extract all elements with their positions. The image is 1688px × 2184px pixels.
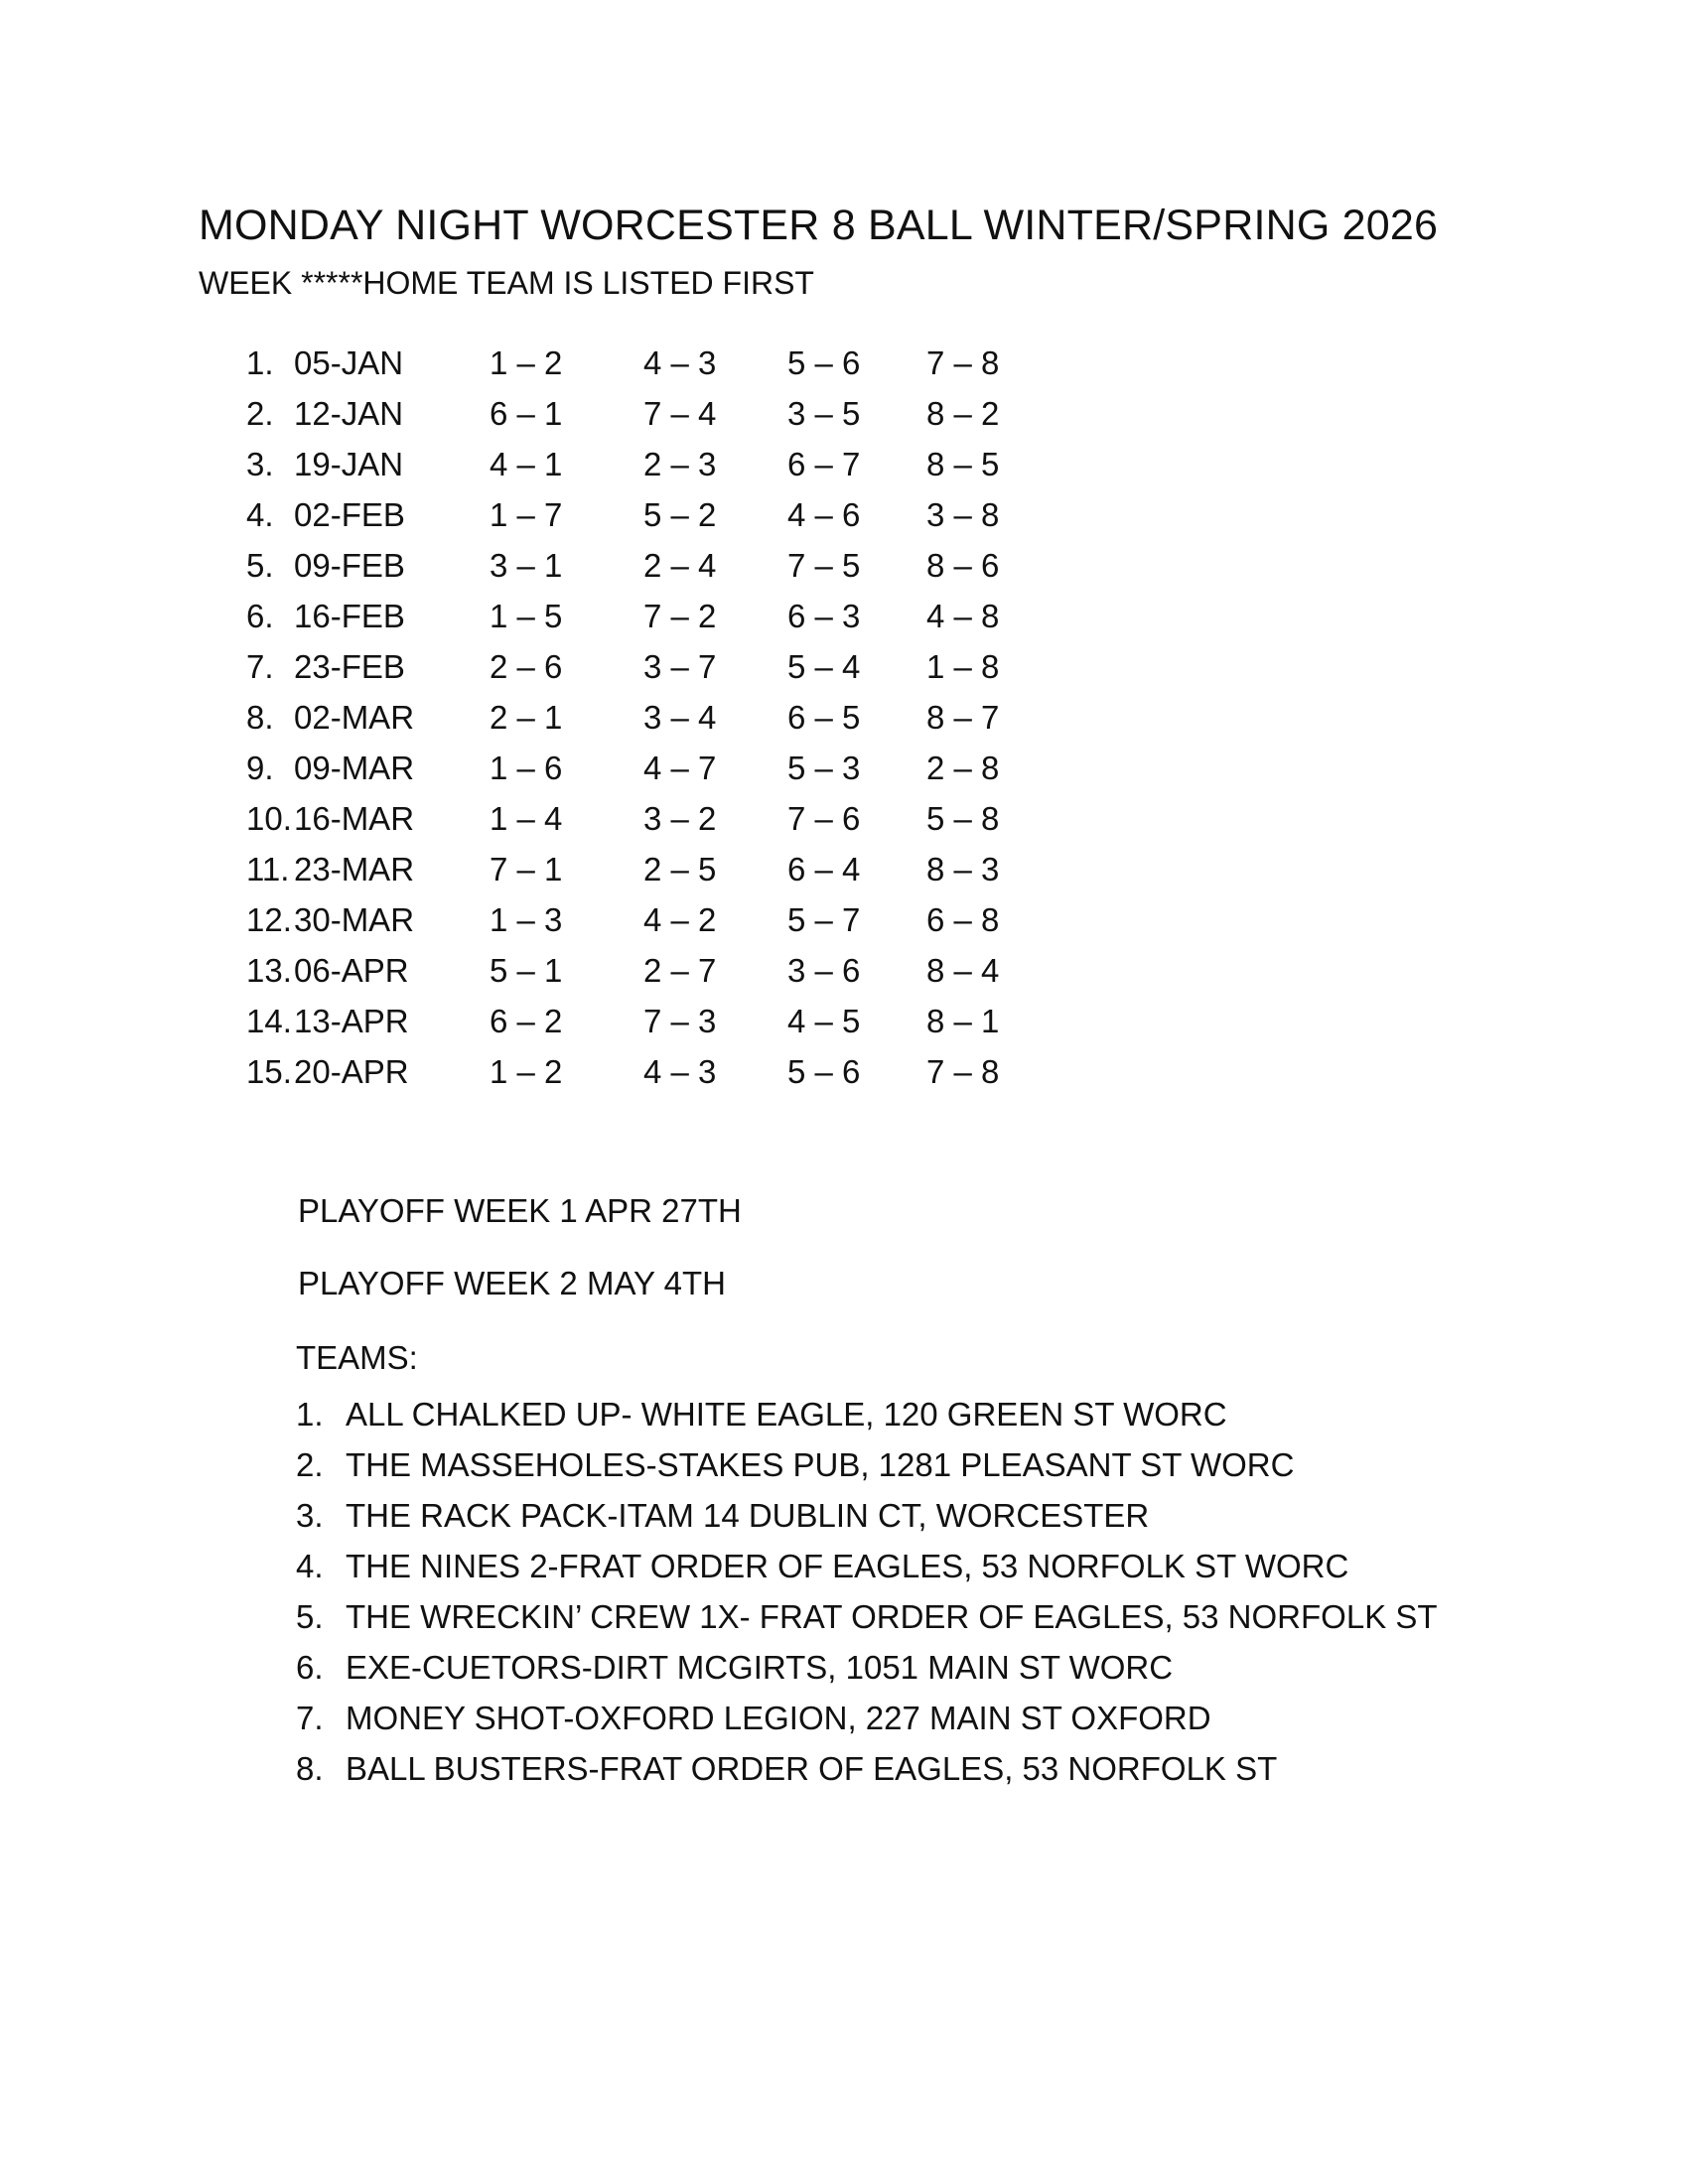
week-number: 13. xyxy=(246,952,292,989)
matchup: 5 – 1 xyxy=(490,952,563,989)
matchup: 3 – 4 xyxy=(643,699,717,736)
matchup: 7 – 8 xyxy=(926,1053,1000,1090)
matchup: 3 – 5 xyxy=(787,395,861,432)
team-name: ALL CHALKED UP- WHITE EAGLE, 120 GREEN ST WORC xyxy=(346,1396,1227,1433)
matchup: 2 – 3 xyxy=(643,446,717,482)
matchup: 2 – 5 xyxy=(643,851,717,887)
matchup: 3 – 7 xyxy=(643,648,717,685)
matchup: 3 – 6 xyxy=(787,952,861,989)
matchup: 8 – 3 xyxy=(926,851,1000,887)
team-number: 2. xyxy=(296,1446,324,1483)
matchup: 7 – 8 xyxy=(926,344,1000,381)
week-date: 13-APR xyxy=(294,1003,409,1039)
week-date: 16-MAR xyxy=(294,800,415,837)
matchup: 4 – 7 xyxy=(643,750,717,786)
matchup: 1 – 6 xyxy=(490,750,563,786)
matchup: 5 – 4 xyxy=(787,648,861,685)
team-name: MONEY SHOT-OXFORD LEGION, 227 MAIN ST OXFORD xyxy=(346,1700,1211,1736)
team-name: EXE-CUETORS-DIRT MCGIRTS, 1051 MAIN ST WORC xyxy=(346,1649,1174,1686)
matchup: 8 – 5 xyxy=(926,446,1000,482)
team-number: 7. xyxy=(296,1700,324,1736)
team-name: BALL BUSTERS-FRAT ORDER OF EAGLES, 53 NORFOLK ST xyxy=(346,1750,1278,1787)
matchup: 2 – 6 xyxy=(490,648,563,685)
week-date: 09-MAR xyxy=(294,750,415,786)
matchup: 2 – 8 xyxy=(926,750,1000,786)
matchup: 1 – 2 xyxy=(490,1053,563,1090)
week-date: 23-FEB xyxy=(294,648,405,685)
matchup: 3 – 2 xyxy=(643,800,717,837)
matchup: 6 – 5 xyxy=(787,699,861,736)
matchup: 5 – 6 xyxy=(787,344,861,381)
matchup: 4 – 8 xyxy=(926,598,1000,634)
week-number: 8. xyxy=(246,699,274,736)
matchup: 7 – 6 xyxy=(787,800,861,837)
matchup: 4 – 2 xyxy=(643,901,717,938)
week-date: 23-MAR xyxy=(294,851,415,887)
week-number: 7. xyxy=(246,648,274,685)
matchup: 4 – 3 xyxy=(643,344,717,381)
team-name: THE NINES 2-FRAT ORDER OF EAGLES, 53 NORFOLK ST WORC xyxy=(346,1548,1349,1584)
team-number: 4. xyxy=(296,1548,324,1584)
team-name: THE WRECKIN’ CREW 1X- FRAT ORDER OF EAGLES, 53 NORFOLK ST xyxy=(346,1598,1438,1635)
matchup: 1 – 2 xyxy=(490,344,563,381)
matchup: 4 – 6 xyxy=(787,496,861,533)
week-number: 15. xyxy=(246,1053,292,1090)
week-date: 20-APR xyxy=(294,1053,409,1090)
matchup: 4 – 1 xyxy=(490,446,563,482)
matchup: 8 – 6 xyxy=(926,547,1000,584)
matchup: 2 – 1 xyxy=(490,699,563,736)
matchup: 7 – 1 xyxy=(490,851,563,887)
week-date: 06-APR xyxy=(294,952,409,989)
week-number: 6. xyxy=(246,598,274,634)
team-number: 3. xyxy=(296,1497,324,1534)
matchup: 2 – 7 xyxy=(643,952,717,989)
matchup: 5 – 6 xyxy=(787,1053,861,1090)
matchup: 6 – 7 xyxy=(787,446,861,482)
week-date: 02-FEB xyxy=(294,496,405,533)
team-number: 8. xyxy=(296,1750,324,1787)
matchup: 4 – 3 xyxy=(643,1053,717,1090)
matchup: 5 – 7 xyxy=(787,901,861,938)
week-date: 16-FEB xyxy=(294,598,405,634)
matchup: 6 – 3 xyxy=(787,598,861,634)
matchup: 5 – 3 xyxy=(787,750,861,786)
matchup: 6 – 4 xyxy=(787,851,861,887)
week-number: 14. xyxy=(246,1003,292,1039)
document-title: MONDAY NIGHT WORCESTER 8 BALL WINTER/SPRING 2026 xyxy=(199,202,1439,249)
matchup: 6 – 8 xyxy=(926,901,1000,938)
matchup: 5 – 2 xyxy=(643,496,717,533)
week-number: 5. xyxy=(246,547,274,584)
week-number: 3. xyxy=(246,446,274,482)
schedule-subtitle: WEEK *****HOME TEAM IS LISTED FIRST xyxy=(199,265,814,301)
matchup: 8 – 4 xyxy=(926,952,1000,989)
matchup: 6 – 1 xyxy=(490,395,563,432)
team-number: 1. xyxy=(296,1396,324,1433)
team-name: THE MASSEHOLES-STAKES PUB, 1281 PLEASANT ST WORC xyxy=(346,1446,1295,1483)
week-number: 11. xyxy=(246,851,290,887)
team-name: THE RACK PACK-ITAM 14 DUBLIN CT, WORCESTER xyxy=(346,1497,1150,1534)
matchup: 1 – 7 xyxy=(490,496,563,533)
week-date: 02-MAR xyxy=(294,699,415,736)
week-date: 19-JAN xyxy=(294,446,404,482)
matchup: 8 – 2 xyxy=(926,395,1000,432)
week-number: 2. xyxy=(246,395,274,432)
matchup: 1 – 3 xyxy=(490,901,563,938)
week-date: 05-JAN xyxy=(294,344,404,381)
matchup: 7 – 2 xyxy=(643,598,717,634)
teams-heading: TEAMS: xyxy=(296,1339,418,1376)
matchup: 8 – 1 xyxy=(926,1003,1000,1039)
matchup: 7 – 4 xyxy=(643,395,717,432)
matchup: 2 – 4 xyxy=(643,547,717,584)
matchup: 8 – 7 xyxy=(926,699,1000,736)
matchup: 7 – 5 xyxy=(787,547,861,584)
matchup: 1 – 5 xyxy=(490,598,563,634)
matchup: 3 – 8 xyxy=(926,496,1000,533)
week-date: 12-JAN xyxy=(294,395,404,432)
week-number: 12. xyxy=(246,901,292,938)
matchup: 5 – 8 xyxy=(926,800,1000,837)
matchup: 6 – 2 xyxy=(490,1003,563,1039)
team-number: 5. xyxy=(296,1598,324,1635)
week-date: 30-MAR xyxy=(294,901,415,938)
week-number: 9. xyxy=(246,750,274,786)
week-date: 09-FEB xyxy=(294,547,405,584)
playoff-week-2: PLAYOFF WEEK 2 MAY 4TH xyxy=(298,1265,726,1301)
matchup: 1 – 4 xyxy=(490,800,563,837)
team-number: 6. xyxy=(296,1649,324,1686)
week-number: 1. xyxy=(246,344,274,381)
week-number: 4. xyxy=(246,496,274,533)
matchup: 3 – 1 xyxy=(490,547,563,584)
matchup: 1 – 8 xyxy=(926,648,1000,685)
matchup: 4 – 5 xyxy=(787,1003,861,1039)
week-number: 10. xyxy=(246,800,292,837)
playoff-week-1: PLAYOFF WEEK 1 APR 27TH xyxy=(298,1192,742,1229)
matchup: 7 – 3 xyxy=(643,1003,717,1039)
